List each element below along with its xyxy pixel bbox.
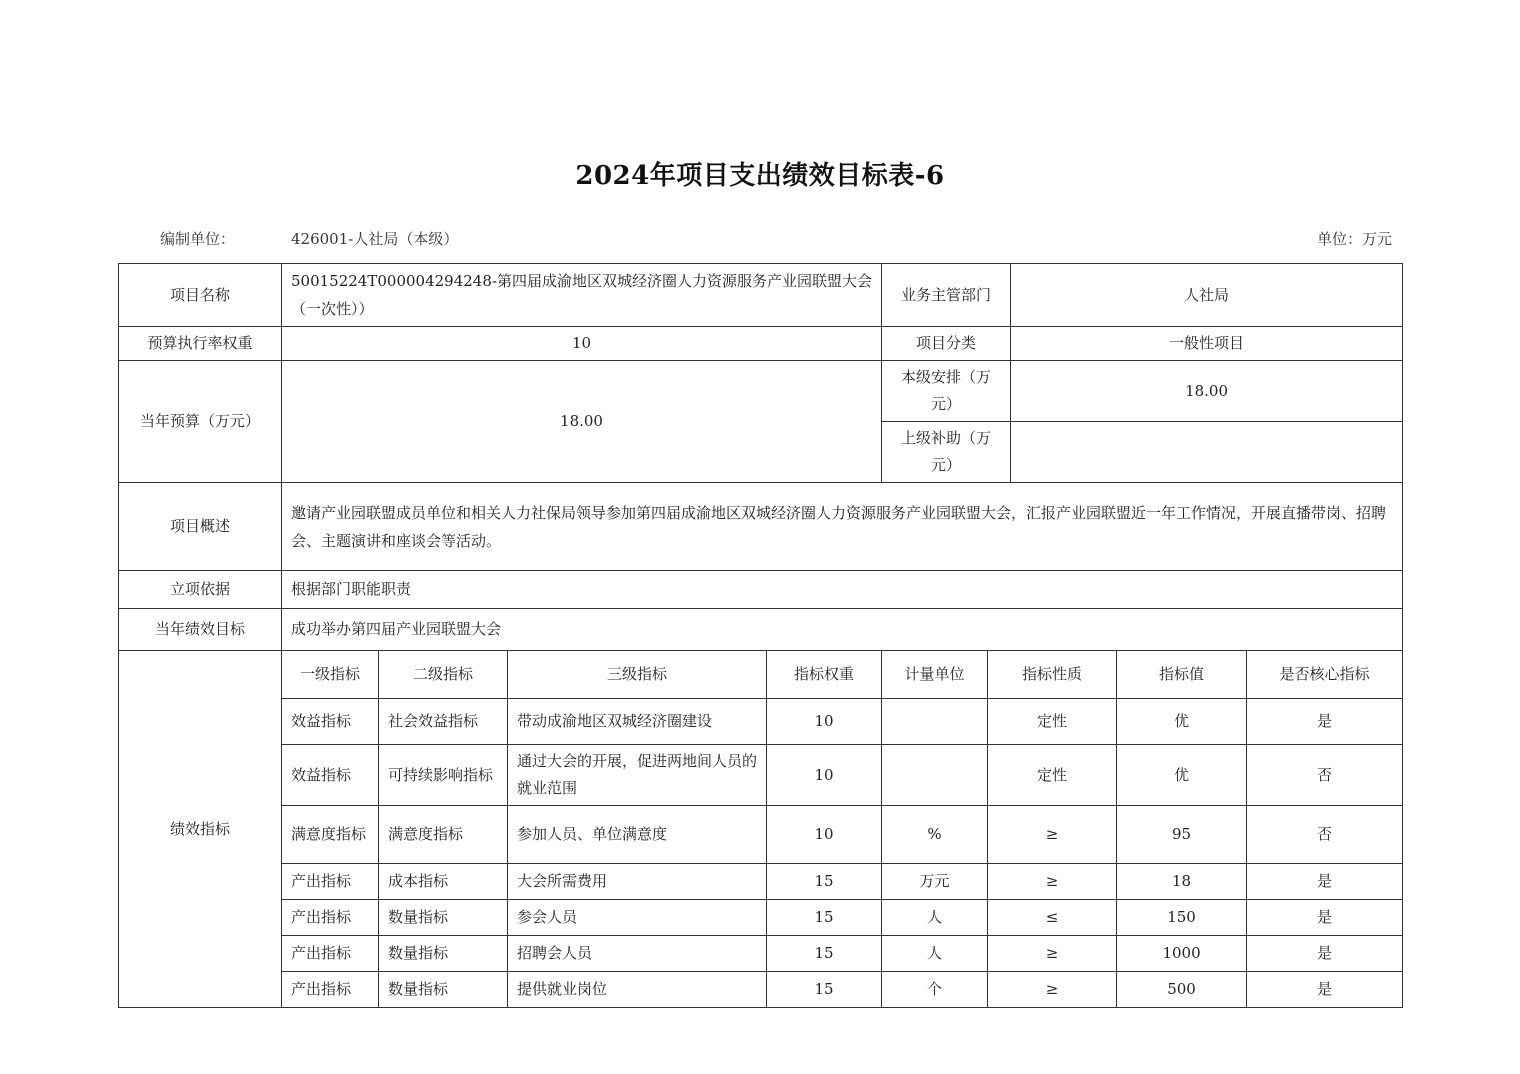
indicator-core: 是 [1247,699,1403,745]
header-value: 指标值 [1117,651,1247,699]
indicator-value: 150 [1117,900,1247,936]
indicator-level2: 可持续影响指标 [379,745,508,806]
page-title: 2024年项目支出绩效目标表-6 [575,161,945,191]
indicator-core: 是 [1247,972,1403,1008]
indicator-value: 优 [1117,745,1247,806]
header-core: 是否核心指标 [1247,651,1403,699]
indicator-value: 优 [1117,699,1247,745]
indicator-nature: 定性 [988,745,1117,806]
budget-value: 18.00 [282,361,882,483]
indicator-level3: 带动成渝地区双城经济圈建设 [508,699,767,745]
header-nature: 指标性质 [988,651,1117,699]
project-name-value: 50015224T000004294248-第四届成渝地区双城经济圈人力资源服务产业园联盟大会（一次性）） [282,264,882,327]
indicator-unit [882,745,988,806]
indicator-level3: 参会人员 [508,900,767,936]
project-name-label: 项目名称 [119,264,282,327]
header-unit: 计量单位 [882,651,988,699]
local-label: 本级安排（万元） [882,361,1011,422]
indicator-weight: 15 [767,900,882,936]
local-value: 18.00 [1011,361,1403,422]
header-level2: 二级指标 [379,651,508,699]
indicator-level1: 产出指标 [282,864,379,900]
dept-value: 人社局 [1011,264,1403,327]
weight-value: 10 [282,327,882,361]
indicator-level1: 产出指标 [282,936,379,972]
indicator-level1: 效益指标 [282,745,379,806]
basis-label: 立项依据 [119,571,282,609]
indicator-weight: 15 [767,972,882,1008]
indicator-core: 是 [1247,900,1403,936]
indicator-core: 否 [1247,745,1403,806]
category-value: 一般性项目 [1011,327,1403,361]
indicator-core: 否 [1247,806,1403,864]
indicator-level1: 效益指标 [282,699,379,745]
indicator-level3: 招聘会人员 [508,936,767,972]
indicator-level2: 成本指标 [379,864,508,900]
goal-label: 当年绩效目标 [119,609,282,651]
indicator-value: 1000 [1117,936,1247,972]
indicator-level3: 参加人员、单位满意度 [508,806,767,864]
indicator-nature: 定性 [988,699,1117,745]
indicator-value: 18 [1117,864,1247,900]
upper-label: 上级补助（万元） [882,422,1011,483]
indicator-level1: 产出指标 [282,900,379,936]
indicator-row [119,972,1403,1008]
overview-label: 项目概述 [119,483,282,571]
indicator-weight: 15 [767,936,882,972]
indicator-level1: 满意度指标 [282,806,379,864]
indicator-value: 95 [1117,806,1247,864]
indicator-unit: 万元 [882,864,988,900]
budget-label: 当年预算（万元） [119,361,282,483]
indicator-core: 是 [1247,936,1403,972]
indicator-level2: 数量指标 [379,972,508,1008]
indicator-level3: 通过大会的开展，促进两地间人员的就业范围 [508,745,767,806]
indicator-level2: 社会效益指标 [379,699,508,745]
indicator-unit: 人 [882,900,988,936]
indicator-unit: % [882,806,988,864]
overview-value: 邀请产业园联盟成员单位和相关人力社保局领导参加第四届成渝地区双城经济圈人力资源服务产业园联盟大会，汇报产业园联盟近一年工作情况，开展直播带岗、招聘会、主题演讲和座谈会等活动。 [282,483,1403,571]
indicators-label: 绩效指标 [119,651,282,1008]
indicator-row [119,900,1403,936]
indicator-core: 是 [1247,864,1403,900]
indicator-nature: ≥ [988,936,1117,972]
indicator-unit: 个 [882,972,988,1008]
indicator-row [119,806,1403,864]
indicator-nature: ≤ [988,900,1117,936]
indicator-row [119,864,1403,900]
indicator-value: 500 [1117,972,1247,1008]
indicator-level2: 数量指标 [379,900,508,936]
org-label: 编制单位： [160,230,236,248]
indicator-row [119,936,1403,972]
category-label: 项目分类 [882,327,1011,361]
org-value: 426001-人社局（本级） [291,230,459,248]
indicator-level3: 提供就业岗位 [508,972,767,1008]
indicator-weight: 10 [767,699,882,745]
header-level1: 一级指标 [282,651,379,699]
goal-value: 成功举办第四届产业园联盟大会 [282,609,1403,651]
indicator-row [119,745,1403,806]
header-weight: 指标权重 [767,651,882,699]
indicator-level2: 数量指标 [379,936,508,972]
upper-value [1011,422,1403,483]
indicator-unit [882,699,988,745]
unit-label: 单位：万元 [1316,230,1392,248]
basis-value: 根据部门职能职责 [282,571,1403,609]
indicator-nature: ≥ [988,972,1117,1008]
indicator-level2: 满意度指标 [379,806,508,864]
indicator-nature: ≥ [988,806,1117,864]
performance-table [118,263,1403,1008]
indicator-unit: 人 [882,936,988,972]
indicator-weight: 10 [767,745,882,806]
indicator-weight: 10 [767,806,882,864]
header-level3: 三级指标 [508,651,767,699]
indicator-weight: 15 [767,864,882,900]
indicator-row [119,699,1403,745]
dept-label: 业务主管部门 [882,264,1011,327]
indicator-nature: ≥ [988,864,1117,900]
weight-label: 预算执行率权重 [119,327,282,361]
indicator-level3: 大会所需费用 [508,864,767,900]
indicator-level1: 产出指标 [282,972,379,1008]
